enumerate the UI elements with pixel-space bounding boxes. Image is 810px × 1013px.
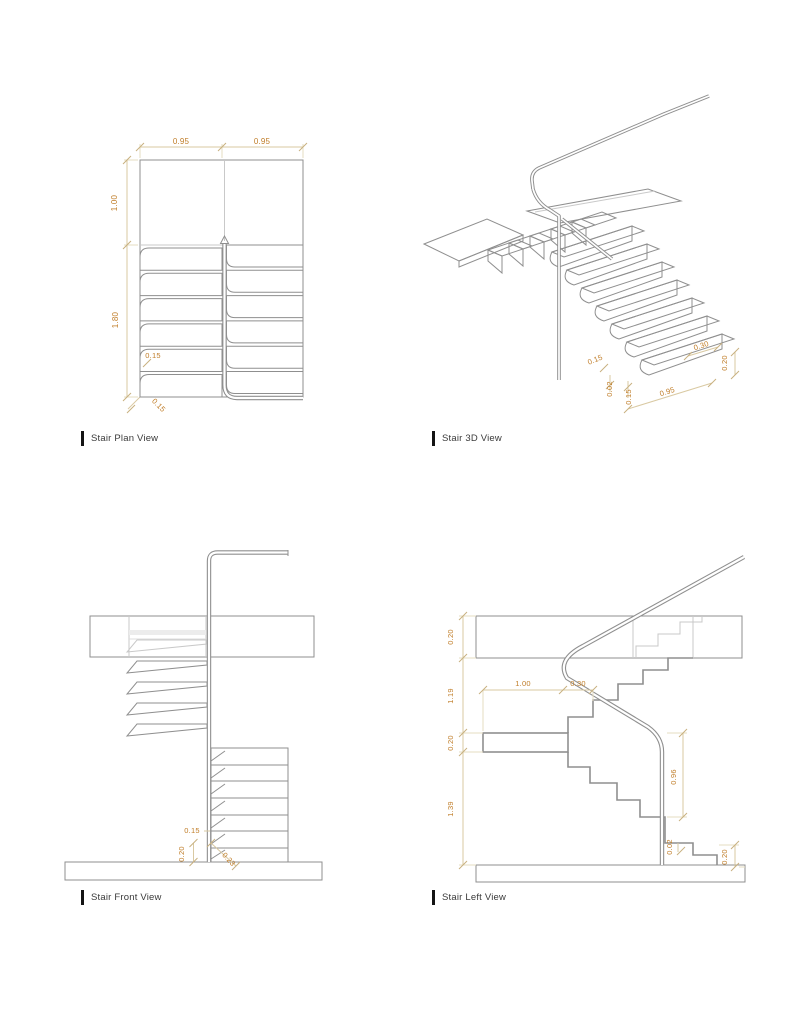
dim-label: 0.02 (665, 839, 674, 855)
dim-label: 0.20 (720, 355, 729, 371)
caption-label: Stair Left View (442, 892, 507, 903)
left-dimension-labels (446, 629, 729, 864)
dim-label: 0.95 (253, 137, 271, 146)
caption-label: Stair Front View (91, 892, 162, 903)
front-view-drawing (55, 530, 345, 900)
plan-view-drawing (60, 120, 340, 460)
dim-label: 1.00 (515, 679, 531, 688)
iso-landing-plank (527, 189, 681, 223)
dim-label: 1.19 (446, 688, 455, 704)
dim-label: 0.96 (669, 769, 678, 785)
caption-label: Stair 3D View (442, 433, 502, 444)
dim-label: 0.15 (624, 389, 633, 405)
left-upper-flight (568, 658, 693, 733)
left-mid-landing (483, 733, 568, 752)
front-landing-band (90, 616, 314, 657)
dim-label: 0.20 (446, 735, 455, 751)
front-floor-slab (65, 862, 322, 880)
left-top-slab (476, 616, 742, 658)
caption-front-view (81, 890, 162, 905)
caption-bar (81, 890, 84, 905)
iso-upper-steps (488, 212, 616, 273)
left-dimension-lines (459, 612, 745, 871)
dim-label: 0.15 (586, 352, 604, 367)
dim-label: 0.20 (446, 629, 455, 645)
dim-label: 1.80 (111, 311, 120, 329)
dim-label: 0.20 (720, 849, 729, 865)
dim-label: 0.20 (177, 846, 186, 862)
caption-label: Stair Plan View (91, 433, 159, 444)
caption-3d-view (432, 431, 502, 446)
dim-label: 0.02 (605, 381, 614, 397)
plan-dimension-labels (110, 137, 271, 414)
iso-dimension-lines (600, 343, 739, 413)
plan-steps-right (227, 245, 304, 394)
dim-label: 0.15 (145, 351, 161, 360)
left-floor-slab (476, 865, 745, 882)
dim-label: 1.00 (110, 194, 119, 212)
left-handrail (564, 557, 744, 865)
caption-bar (432, 890, 435, 905)
caption-plan-view (81, 431, 158, 446)
caption-left-view (432, 890, 506, 905)
caption-bar (432, 431, 435, 446)
dim-label: 0.15 (184, 826, 200, 835)
dim-label: 0.95 (658, 384, 676, 399)
dim-label: 0.23 (220, 850, 238, 868)
left-view-drawing (425, 550, 770, 895)
dim-label: 0.95 (172, 137, 190, 146)
dim-label: 0.30 (570, 679, 586, 688)
plan-steps-left (140, 248, 222, 397)
caption-bar (81, 431, 84, 446)
dim-label: 1.39 (446, 801, 455, 817)
dim-label: 0.30 (692, 338, 710, 353)
plan-dimension-lines (123, 143, 307, 413)
iso-view-drawing (410, 75, 770, 460)
front-right-steps (211, 748, 288, 862)
left-lower-flight (568, 752, 717, 865)
iso-handrail (532, 96, 709, 380)
dim-label: 0.15 (150, 396, 168, 414)
front-left-steps (127, 640, 207, 736)
iso-lower-steps (550, 226, 734, 375)
